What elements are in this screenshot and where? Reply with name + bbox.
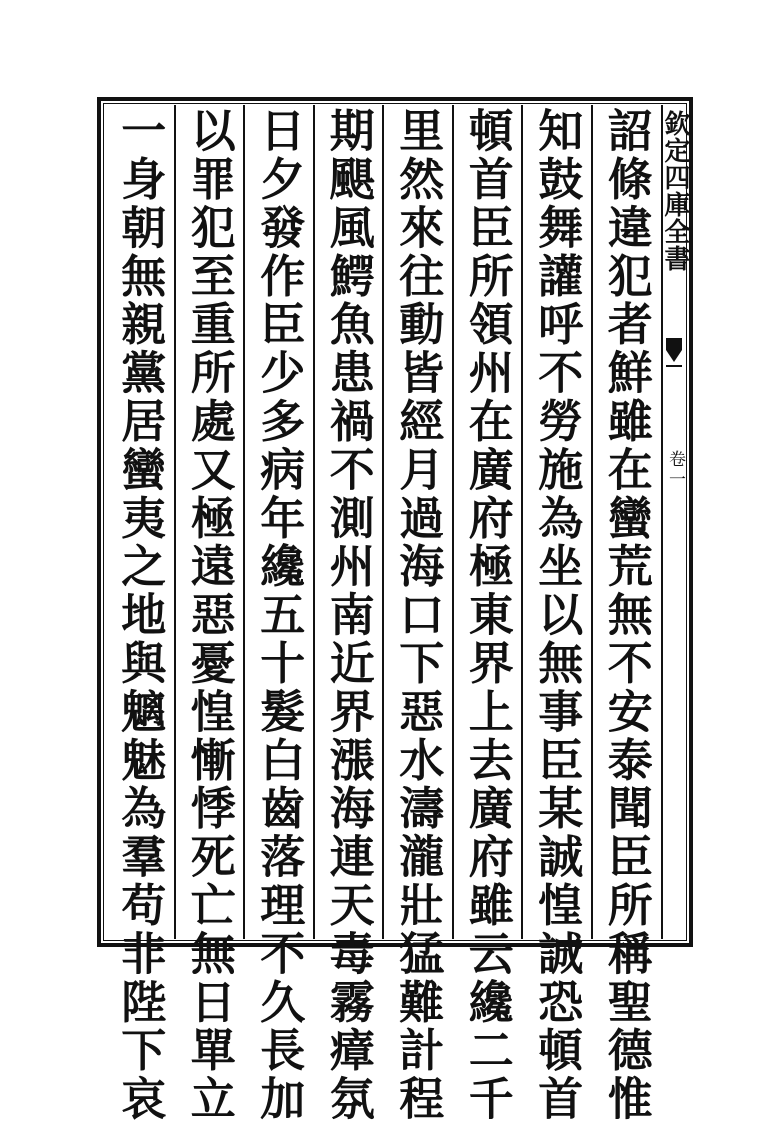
text-column-2	[522, 105, 592, 1123]
column-divider	[521, 105, 523, 939]
column-divider	[382, 105, 384, 939]
column-text: 日夕發作臣少多病年纔五十髮白齒落理不久長加	[252, 107, 306, 1123]
text-column-4	[383, 105, 453, 1123]
text-column-5	[314, 105, 384, 1123]
text-column-1	[592, 105, 662, 1123]
column-text: 以罪犯至重所處又極遠惡憂惶慚悸死亡無日單立	[182, 107, 236, 1123]
column-text: 詔條違犯者鮮雖在蠻荒無不安泰聞臣所稱聖德惟	[599, 107, 653, 1123]
column-text: 頓首臣所領州在廣府極東界上去廣府雖云纔二千	[460, 107, 514, 1123]
column-divider	[313, 105, 315, 939]
margin-title: 欽定四庫全書	[660, 110, 690, 272]
juan-label: 卷一	[665, 450, 685, 490]
text-column-8	[105, 105, 175, 1123]
fishtail-mark-icon	[664, 336, 684, 372]
text-column-3	[453, 105, 523, 1123]
column-text: 里然來往動皆經月過海口下惡水濤瀧壯猛難計程	[391, 107, 445, 1123]
column-divider	[243, 105, 245, 939]
text-column-7	[175, 105, 245, 1123]
column-divider	[452, 105, 454, 939]
text-column-6	[244, 105, 314, 1123]
column-text: 期颶風鰐魚患禍不測州南近界漲海連天毒霧瘴氛	[321, 107, 375, 1123]
column-text: 一身朝無親黨居蠻夷之地與魑魅為羣苟非陛下哀	[113, 107, 167, 1123]
column-divider	[174, 105, 176, 939]
column-text: 知鼓舞讙呼不勞施為坐以無事臣某誠惶誠恐頓首	[530, 107, 584, 1123]
column-divider	[591, 105, 593, 939]
